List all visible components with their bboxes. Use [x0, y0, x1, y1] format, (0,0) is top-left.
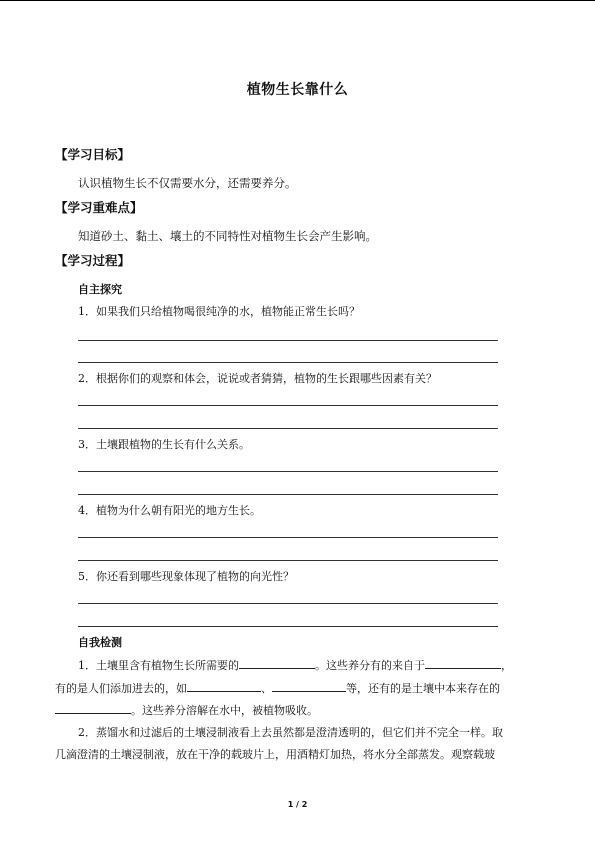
question-5: 5．你还看到哪些现象体现了植物的向光性？	[78, 570, 294, 583]
selfcheck-item-1-line-3	[55, 702, 318, 718]
fill-text: 1．土壤里含有植物生长所需要的	[78, 659, 239, 672]
page-top-border	[0, 0, 595, 1]
fill-blank-source[interactable]	[425, 657, 501, 669]
selfcheck-item-1-line-1	[78, 657, 512, 673]
question-4: 4．植物为什么朝有阳光的地方生长。	[78, 504, 261, 517]
fill-text: ，	[501, 659, 512, 672]
fill-blank-native[interactable]	[55, 702, 131, 714]
fill-blank-nutrients[interactable]	[239, 657, 315, 669]
section-heading-key-points: 【学习重难点】	[55, 200, 143, 215]
page-title: 植物生长靠什么	[246, 82, 349, 98]
question-2: 2．根据你们的观察和体会，说说或者猜猜，植物的生长跟哪些因素有关？	[78, 372, 437, 385]
fill-text: 。这些养分溶解在水中，被植物吸收。	[131, 704, 318, 717]
fill-text: 、	[261, 682, 272, 695]
section-heading-process: 【学习过程】	[55, 253, 131, 268]
answer-line-5a[interactable]	[78, 603, 498, 604]
selfcheck-item-2-line-1: 2．蒸馏水和过滤后的土壤浸制液看上去虽然都是澄清透明的，但它们并不完全一样。取	[78, 726, 503, 739]
answer-line-3b[interactable]	[78, 494, 498, 495]
answer-line-5b[interactable]	[78, 626, 498, 627]
question-3: 3．土壤跟植物的生长有什么关系。	[78, 438, 250, 451]
answer-line-1a[interactable]	[78, 340, 498, 341]
answer-line-1b[interactable]	[78, 362, 498, 363]
section-heading-goal: 【学习目标】	[55, 147, 131, 162]
fill-text: 等，还有的是土壤中本来存在的	[346, 682, 500, 695]
explore-heading: 自主探究	[78, 283, 122, 296]
answer-line-3a[interactable]	[78, 471, 498, 472]
page-number: 1 / 2	[287, 800, 308, 809]
selfcheck-heading: 自我检测	[78, 636, 122, 649]
goal-text: 认识植物生长不仅需要水分，还需要养分。	[78, 176, 297, 190]
selfcheck-item-2-line-2: 几滴澄清的土壤浸制液，放在干净的载玻片上，用酒精灯加热，将水分全部蒸发。观察载玻	[55, 748, 495, 761]
question-1: 1．如果我们只给植物喝很纯净的水，植物能正常生长吗？	[78, 305, 360, 318]
fill-blank-example-1[interactable]	[187, 680, 261, 692]
answer-line-4a[interactable]	[78, 537, 498, 538]
fill-blank-example-2[interactable]	[272, 680, 346, 692]
fill-text: 有的是人们添加进去的，如	[55, 682, 187, 695]
answer-line-2b[interactable]	[78, 428, 498, 429]
key-points-text: 知道砂土、黏土、壤土的不同特性对植物生长会产生影响。	[78, 229, 377, 243]
selfcheck-item-1-line-2	[55, 680, 500, 696]
answer-line-4b[interactable]	[78, 560, 498, 561]
answer-line-2a[interactable]	[78, 405, 498, 406]
fill-text: 。这些养分有的来自于	[315, 659, 425, 672]
